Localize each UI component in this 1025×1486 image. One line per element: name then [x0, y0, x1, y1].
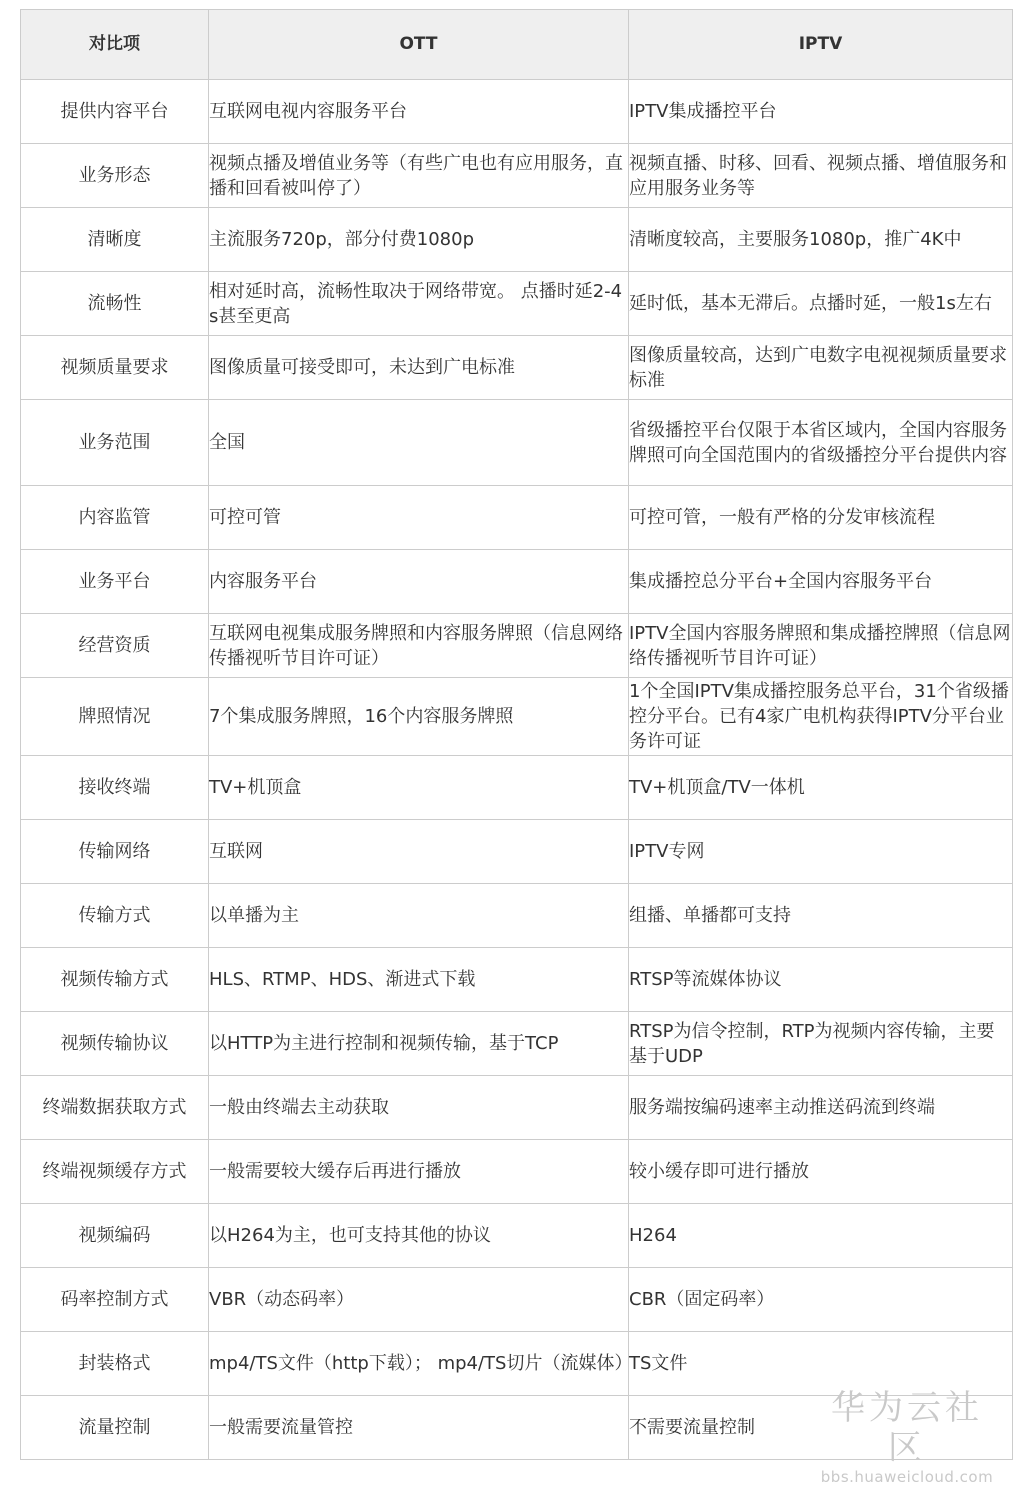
row-ott-cell: 全国 [209, 400, 629, 486]
table-row [21, 1076, 1013, 1140]
row-item-cell: 业务平台 [21, 550, 209, 614]
row-ott-cell: HLS、RTMP、HDS、渐进式下载 [209, 948, 629, 1012]
row-ott-cell: 内容服务平台 [209, 550, 629, 614]
table-row [21, 1332, 1013, 1396]
row-iptv-cell: TV+机顶盒/TV一体机 [629, 756, 1013, 820]
row-item-cell: 视频传输协议 [21, 1012, 209, 1076]
row-ott-cell: TV+机顶盒 [209, 756, 629, 820]
row-item-cell: 视频质量要求 [21, 336, 209, 400]
row-ott-cell: 一般需要流量管控 [209, 1396, 629, 1460]
table-row [21, 486, 1013, 550]
comparison-table [20, 9, 1013, 1460]
row-iptv-cell: 服务端按编码速率主动推送码流到终端 [629, 1076, 1013, 1140]
row-iptv-cell: 较小缓存即可进行播放 [629, 1140, 1013, 1204]
table-row [21, 272, 1013, 336]
watermark-title: 华为云社区 [831, 1388, 983, 1468]
row-item-cell: 接收终端 [21, 756, 209, 820]
table-row [21, 1268, 1013, 1332]
table-row [21, 884, 1013, 948]
table-row [21, 1140, 1013, 1204]
row-ott-cell: 一般需要较大缓存后再进行播放 [209, 1140, 629, 1204]
row-ott-cell: 相对延时高，流畅性取决于网络带宽。 点播时延2-4s甚至更高 [209, 272, 629, 336]
table-row [21, 1012, 1013, 1076]
row-item-cell: 提供内容平台 [21, 80, 209, 144]
table-row [21, 948, 1013, 1012]
row-iptv-cell: H264 [629, 1204, 1013, 1268]
table-row [21, 336, 1013, 400]
row-iptv-cell: 延时低，基本无滞后。点播时延，一般1s左右 [629, 272, 1013, 336]
row-iptv-cell: 清晰度较高，主要服务1080p，推广4K中 [629, 208, 1013, 272]
row-iptv-cell: 省级播控平台仅限于本省区域内，全国内容服务牌照可向全国范围内的省级播控分平台提供内容 [629, 400, 1013, 486]
row-iptv-cell: 组播、单播都可支持 [629, 884, 1013, 948]
row-ott-cell: 7个集成服务牌照，16个内容服务牌照 [209, 678, 629, 756]
header-row [21, 10, 1013, 80]
row-item-cell: 清晰度 [21, 208, 209, 272]
row-item-cell: 业务范围 [21, 400, 209, 486]
row-item-cell: 传输方式 [21, 884, 209, 948]
row-ott-cell: 图像质量可接受即可，未达到广电标准 [209, 336, 629, 400]
row-iptv-cell: 不需要流量控制 [629, 1396, 1013, 1460]
table-row [21, 1396, 1013, 1460]
row-iptv-cell: RTSP为信令控制，RTP为视频内容传输，主要基于UDP [629, 1012, 1013, 1076]
row-item-cell: 封装格式 [21, 1332, 209, 1396]
row-iptv-cell: 图像质量较高，达到广电数字电视视频质量要求标准 [629, 336, 1013, 400]
row-ott-cell: mp4/TS文件（http下载）； mp4/TS切片（流媒体） [209, 1332, 629, 1396]
row-iptv-cell: 视频直播、时移、回看、视频点播、增值服务和应用服务业务等 [629, 144, 1013, 208]
row-item-cell: 传输网络 [21, 820, 209, 884]
table-row [21, 80, 1013, 144]
row-ott-cell: 可控可管 [209, 486, 629, 550]
row-item-cell: 码率控制方式 [21, 1268, 209, 1332]
header-item: 对比项 [21, 10, 209, 80]
row-iptv-cell: 可控可管，一般有严格的分发审核流程 [629, 486, 1013, 550]
row-ott-cell: 主流服务720p，部分付费1080p [209, 208, 629, 272]
watermark-url: bbs.huaweicloud.com [820, 1468, 994, 1486]
row-ott-cell: 视频点播及增值业务等（有些广电也有应用服务，直播和回看被叫停了） [209, 144, 629, 208]
row-iptv-cell: IPTV全国内容服务牌照和集成播控牌照（信息网络传播视听节目许可证） [629, 614, 1013, 678]
row-item-cell: 视频传输方式 [21, 948, 209, 1012]
row-item-cell: 视频编码 [21, 1204, 209, 1268]
table-row [21, 678, 1013, 756]
row-iptv-cell: TS文件 [629, 1332, 1013, 1396]
table-row [21, 144, 1013, 208]
table-row [21, 208, 1013, 272]
table-row [21, 550, 1013, 614]
row-ott-cell: 以单播为主 [209, 884, 629, 948]
row-ott-cell: 互联网电视集成服务牌照和内容服务牌照（信息网络传播视听节目许可证） [209, 614, 629, 678]
row-iptv-cell: 1个全国IPTV集成播控服务总平台，31个省级播控分平台。已有4家广电机构获得IPTV分平台业务许可证 [629, 678, 1013, 756]
table-row [21, 820, 1013, 884]
header-ott: OTT [209, 10, 629, 80]
row-item-cell: 终端数据获取方式 [21, 1076, 209, 1140]
row-item-cell: 业务形态 [21, 144, 209, 208]
row-iptv-cell: RTSP等流媒体协议 [629, 948, 1013, 1012]
row-ott-cell: 以H264为主，也可支持其他的协议 [209, 1204, 629, 1268]
header-iptv: IPTV [629, 10, 1013, 80]
row-iptv-cell: CBR（固定码率） [629, 1268, 1013, 1332]
table-row [21, 614, 1013, 678]
row-ott-cell: 互联网 [209, 820, 629, 884]
row-item-cell: 经营资质 [21, 614, 209, 678]
row-ott-cell: 互联网电视内容服务平台 [209, 80, 629, 144]
row-iptv-cell: 集成播控总分平台+全国内容服务平台 [629, 550, 1013, 614]
row-ott-cell: 一般由终端去主动获取 [209, 1076, 629, 1140]
row-iptv-cell: IPTV专网 [629, 820, 1013, 884]
row-item-cell: 流量控制 [21, 1396, 209, 1460]
row-item-cell: 牌照情况 [21, 678, 209, 756]
table-row [21, 756, 1013, 820]
row-ott-cell: 以HTTP为主进行控制和视频传输，基于TCP [209, 1012, 629, 1076]
row-ott-cell: VBR（动态码率） [209, 1268, 629, 1332]
table-row [21, 400, 1013, 486]
row-item-cell: 流畅性 [21, 272, 209, 336]
row-item-cell: 终端视频缓存方式 [21, 1140, 209, 1204]
row-iptv-cell: IPTV集成播控平台 [629, 80, 1013, 144]
table-row [21, 1204, 1013, 1268]
row-item-cell: 内容监管 [21, 486, 209, 550]
